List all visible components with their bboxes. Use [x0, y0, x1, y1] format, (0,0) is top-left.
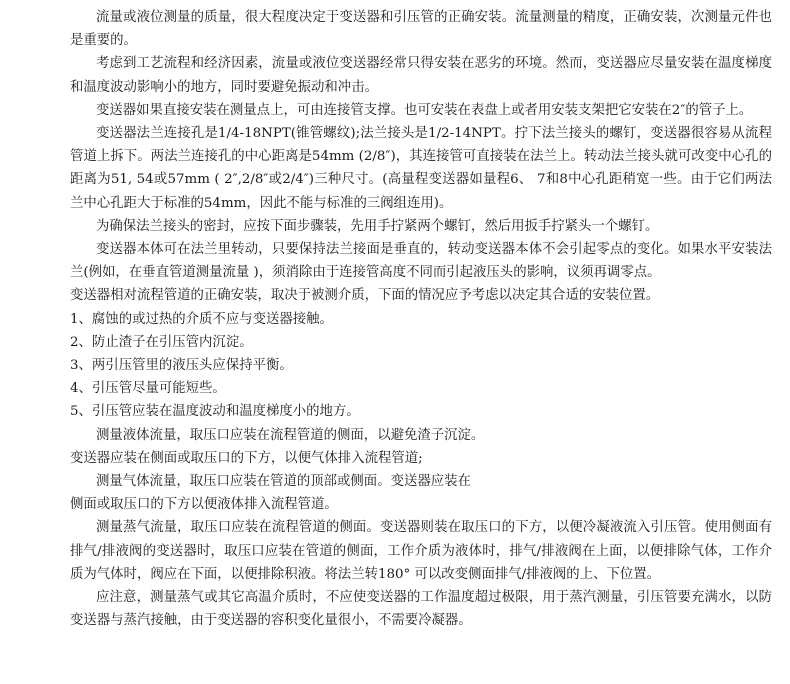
paragraph: 变送器法兰连接孔是1/4-18NPT(锥管螺纹);法兰接头是1/2-14NPT。拧下法兰接头的螺钉，变送器很容易从流程管道上拆下。两法兰连接孔的中心距离是54mm (2/8″)，其连接管可直接装在法兰上。转动法兰接头就可改变中心孔的距离为51, 54或57mm ( 2″,2/8″或2/4″)三种尺寸。(高量程变送器如量程6、 7和8中心孔距稍宽一些。由于它们两法兰中心孔距大于标准的54mm，因此不能与标准的三阀组连用)。	[70, 126, 772, 211]
paragraph: 应注意，测量蒸气或其它高温介质时，不应使变送器的工作温度超过极限，用于蒸汽测量，引压管要充满水，以防变送器与蒸汽接触，由于变送器的容积变化量很小，不需要冷凝器。	[70, 590, 772, 629]
list-item: 2、防止渣子在引压管内沉淀。	[70, 334, 253, 350]
paragraph: 变送器如果直接安装在测量点上，可由连接管支撑。也可安装在表盘上或者用安装支架把它安装在2″的管子上。	[96, 102, 753, 118]
paragraph: 变送器本体可在法兰里转动，只要保持法兰接面是垂直的，转动变送器本体不会引起零点的变化。如果水平安装法兰(例如，在垂直管道测量流量 )，须消除由于连接管高度不同而引起液压头的影响，议须再调零点。	[70, 242, 772, 281]
paragraph: 变送器相对流程管道的正确安装，取决于被测介质，下面的情况应予考虑以决定其合适的安装位置。	[70, 288, 660, 304]
list-item: 4、引压管尽量可能短些。	[70, 381, 226, 397]
paragraph: 测量蒸气流量，取压口应装在流程管道的侧面。变送器则装在取压口的下方，以便冷凝液流入引压管。使用侧面有排气/排液阀的变送器时，取压口应装在管道的侧面，工作介质为液体时，排气/排液阀在上面，以便排除气体，工作介质为气体时，阀应在下面，以便排除积液。将法兰转180° 可以改变侧面排气/排液阀的上、下位置。	[70, 520, 772, 582]
paragraph: 侧面或取压口的下方以便液体排入流程管道。	[70, 497, 338, 513]
paragraph: 流量或液位测量的质量，很大程度决定于变送器和引压管的正确安装。流量测量的精度，正确安装，次测量元件也是重要的。	[70, 10, 772, 49]
list-item: 5、引压管应装在温度波动和温度梯度小的地方。	[70, 404, 360, 420]
list-item: 3、两引压管里的液压头应保持平衡。	[70, 358, 293, 374]
paragraph: 为确保法兰接头的密封，应按下面步骤装，先用手拧紧两个螺钉，然后用扳手拧紧头一个螺钉。	[96, 218, 659, 234]
paragraph: 测量气体流量，取压口应装在管道的顶部或侧面。变送器应装在	[96, 474, 471, 490]
paragraph: 考虑到工艺流程和经济因素，流量或液位变送器经常只得安装在恶劣的环境。然而，变送器应尽量安装在温度梯度和温度波动影响小的地方，同时要避免振动和冲击。	[70, 56, 772, 95]
list-item: 1、腐蚀的或过热的介质不应与变送器接触。	[70, 311, 333, 327]
paragraph: 变送器应装在侧面或取压口的下方，以便气体排入流程管道;	[70, 450, 423, 466]
paragraph: 测量液体流量，取压口应装在流程管道的侧面，以避免渣子沉淀。	[96, 427, 485, 443]
